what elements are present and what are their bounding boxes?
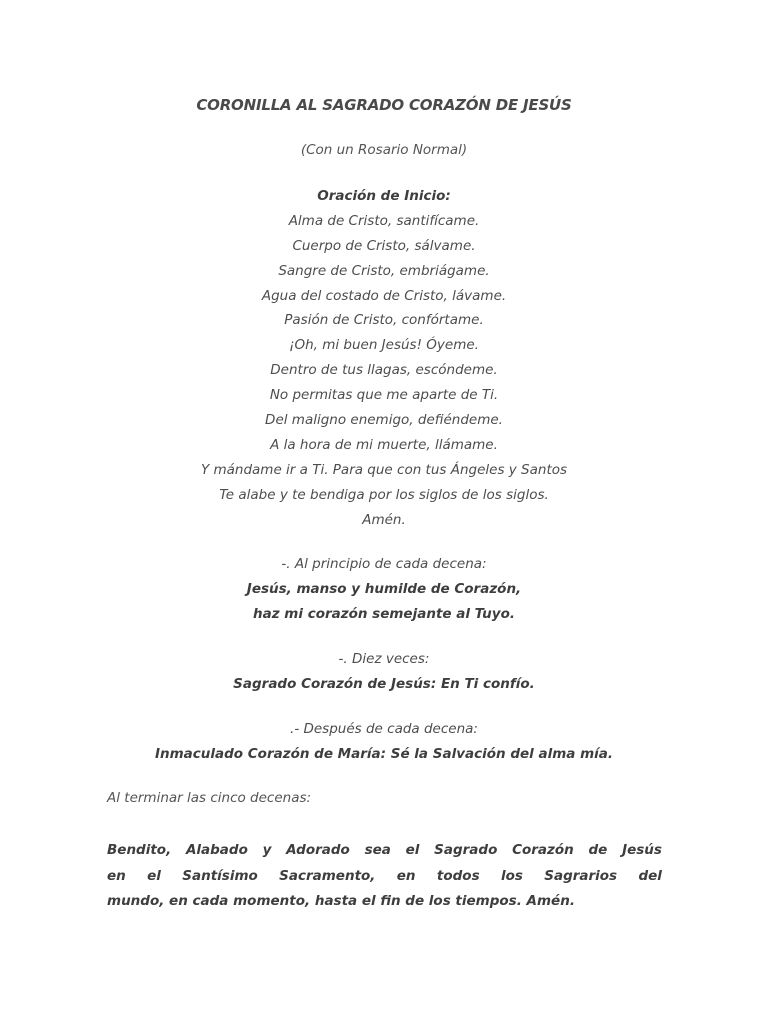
- decade-start-section: [0, 552, 768, 627]
- ten-times-prayer: Sagrado Corazón de Jesús: En Ti confío.: [233, 675, 535, 692]
- word: sea: [364, 842, 391, 858]
- word: Corazón: [512, 842, 574, 858]
- word: el: [147, 867, 161, 884]
- ten-times-instruction: -. Diez veces:: [338, 651, 430, 667]
- prayer-line: ¡Oh, mi buen Jesús! Óyeme.: [289, 337, 479, 354]
- closing-prayer-line: mundo, en cada momento, hasta el fin de los tiempos. Amén.: [107, 893, 575, 909]
- word: y: [262, 842, 272, 858]
- prayer-line: Te alabe y te bendiga por los siglos de los siglos.: [219, 486, 549, 503]
- prayer-line: Y mándame ir a Ti. Para que con tus Ángeles y Santos: [200, 461, 568, 478]
- prayer-line: Pasión de Cristo, confórtame.: [284, 312, 484, 329]
- closing-prayer-line: [107, 864, 662, 890]
- word: de: [588, 842, 608, 858]
- document-title: CORONILLA AL SAGRADO CORAZÓN DE JESÚS: [196, 96, 572, 114]
- word: Bendito,: [107, 842, 172, 858]
- prayer-line: Sangre de Cristo, embriágame.: [278, 262, 490, 279]
- decade-start-prayer-line: Jesús, manso y humilde de Corazón,: [246, 580, 522, 597]
- opening-prayer-heading: Oración de Inicio:: [317, 188, 451, 204]
- word: en: [396, 867, 416, 884]
- word: Santísimo: [182, 867, 258, 884]
- word: Jesús: [622, 842, 662, 858]
- closing-prayer: [107, 838, 662, 915]
- decade-start-prayer-line: haz mi corazón semejante al Tuyo.: [253, 605, 515, 622]
- document-subtitle: (Con un Rosario Normal): [300, 142, 468, 158]
- word: Sagrado: [434, 842, 498, 858]
- word: en: [107, 867, 126, 884]
- prayer-line: Cuerpo de Cristo, sálvame.: [292, 237, 476, 254]
- word: Sacramento,: [279, 867, 376, 884]
- closing-prayer-line: [107, 838, 662, 864]
- after-decade-section: [0, 717, 768, 767]
- word: los: [500, 867, 523, 884]
- prayer-line: Dentro de tus llagas, escóndeme.: [270, 362, 498, 379]
- word: Sagrarios: [544, 867, 618, 884]
- prayer-line: Amén.: [362, 511, 406, 528]
- ten-times-section: [0, 647, 768, 697]
- after-decade-prayer: Inmaculado Corazón de María: Sé la Salvación del alma mía.: [154, 745, 614, 762]
- prayer-line: Alma de Cristo, santifícame.: [288, 212, 480, 229]
- closing-intro: Al terminar las cinco decenas:: [107, 790, 312, 806]
- word: el: [405, 842, 420, 858]
- word: todos: [436, 867, 480, 884]
- prayer-line: Del maligno enemigo, defiéndeme.: [265, 412, 503, 429]
- prayer-line: Agua del costado de Cristo, lávame.: [261, 287, 507, 304]
- word: del: [638, 867, 662, 884]
- prayer-line: A la hora de mi muerte, llámame.: [270, 436, 498, 453]
- prayer-line: No permitas que me aparte de Ti.: [269, 387, 499, 404]
- decade-start-instruction: -. Al principio de cada decena:: [281, 556, 487, 572]
- opening-prayer: [0, 184, 768, 532]
- word: Adorado: [286, 842, 350, 858]
- after-decade-instruction: .- Después de cada decena:: [290, 721, 478, 737]
- word: Alabado: [185, 842, 248, 858]
